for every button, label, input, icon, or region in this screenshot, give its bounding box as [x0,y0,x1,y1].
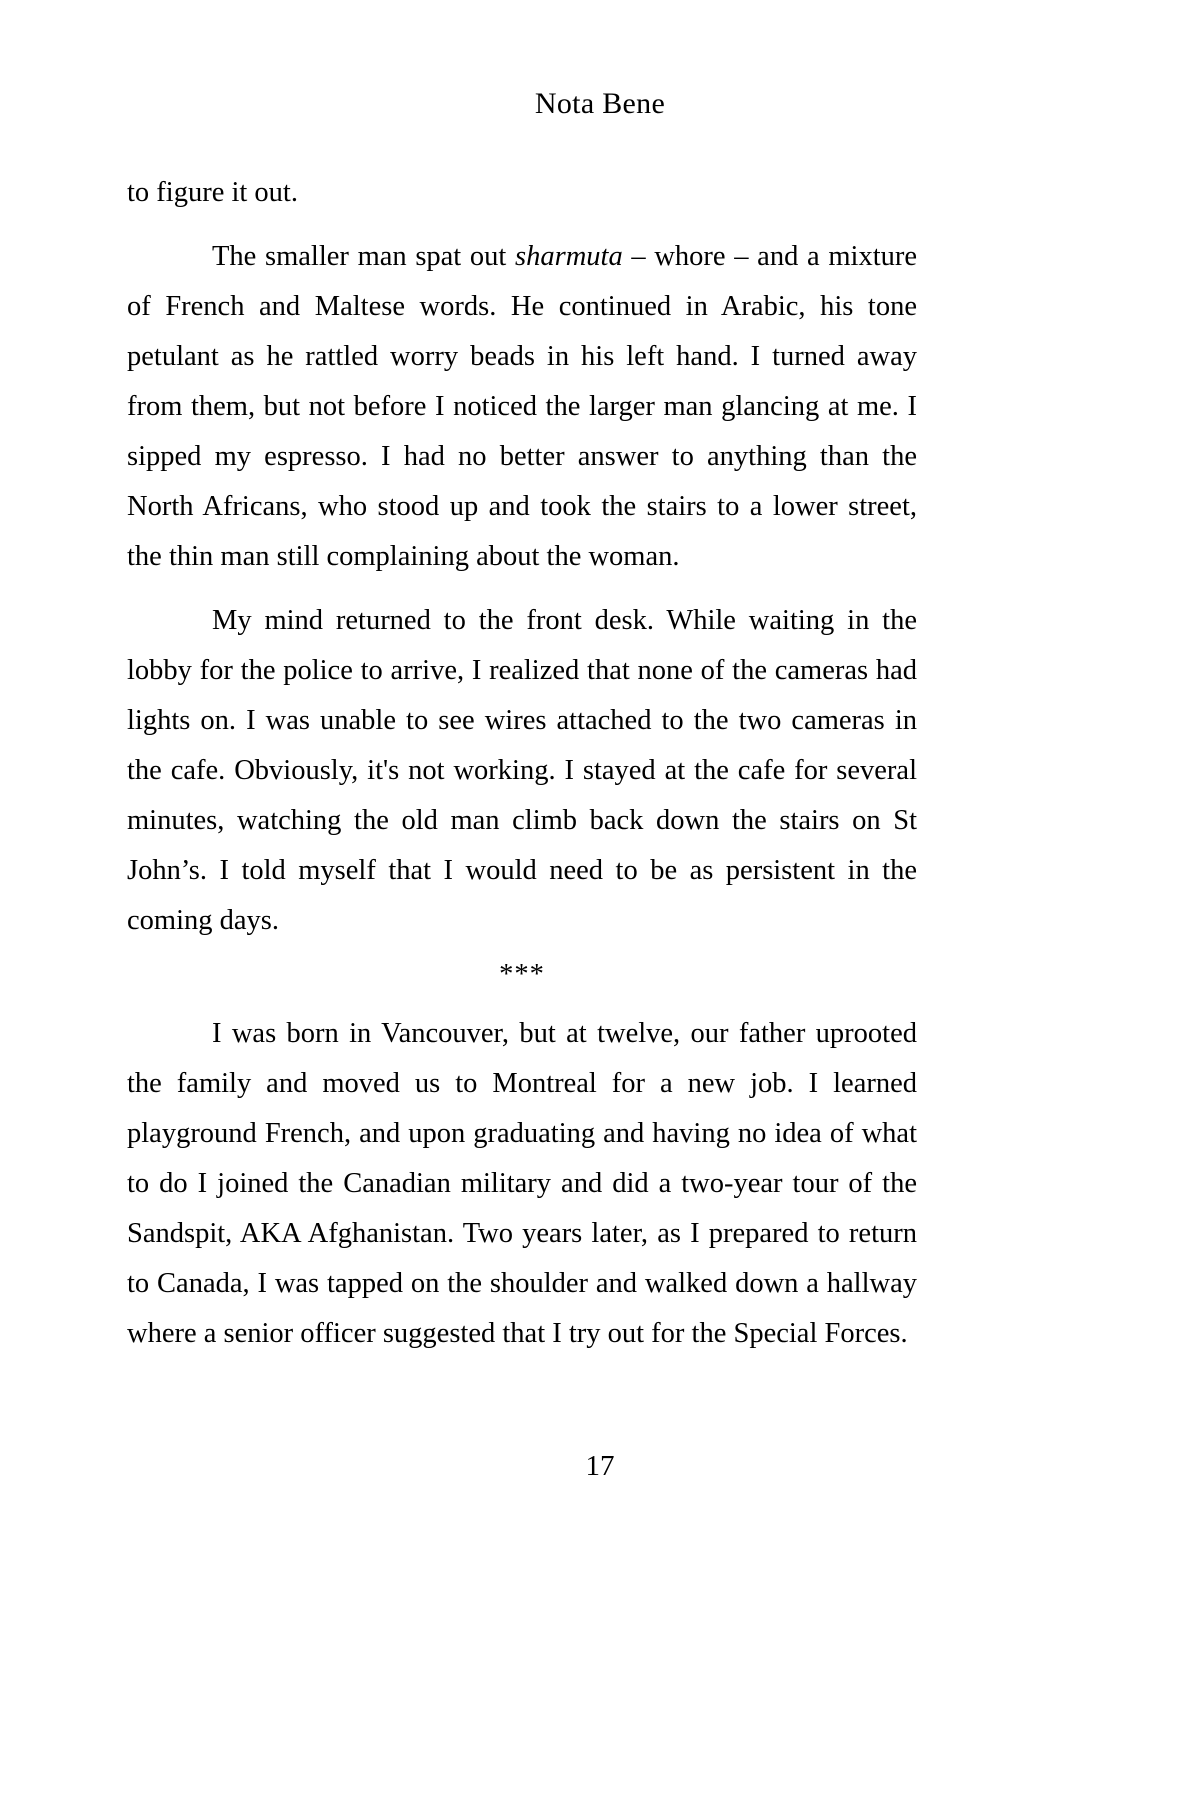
paragraph-north-africans [127,232,917,582]
paragraph-spacer [127,582,917,596]
body-text-column [127,168,917,1359]
scene-break-asterisks: *** [499,959,545,990]
paragraph-lead-text: The smaller man spat out [212,241,516,272]
paragraph-front-desk-cameras: My mind returned to the front desk. While waiting in the lobby for the police to arrive, I realized that none of the cameras had lights on. I was unable to see wires attached to the two cameras in the cafe. Obviously, it's not working. I stayed at the cafe for several minutes, watching the old man climb back down the stairs on St John’s. I told myself that I would need to be as persistent in the coming days. [127,605,917,936]
paragraph-spacer [127,218,917,232]
paragraph-continued-sentence: to figure it out. [127,177,298,208]
paragraph-backstory-vancouver: I was born in Vancouver, but at twelve, our father uprooted the family and moved us to Montreal for a new job. I learned playground French, and upon graduating and having no idea of what to do I joined the Canadian military and did a two-year tour of the Sandspit, AKA Afghanistan. Two years later, as I prepared to return to Canada, I was tapped on the shoulder and walked down a hallway where a senior officer suggested that I try out for the Special Forces. [127,1018,917,1349]
page-number: 17 [585,1450,615,1482]
paragraph-remainder-text: – whore – and a mixture of French and Maltese words. He continued in Arabic, his tone petulant as he rattled worry beads in his left hand. I turned away from them, but not before I noticed the larger man glancing at me. I sipped my espresso. I had no better answer to anything than the North Africans, who stood up and took the stairs to a lower street, the thin man still complaining about the woman. [127,241,918,572]
running-head: Nota Bene [534,87,666,120]
italic-foreign-word: sharmuta [515,241,623,272]
scene-break-separator [127,946,917,1009]
